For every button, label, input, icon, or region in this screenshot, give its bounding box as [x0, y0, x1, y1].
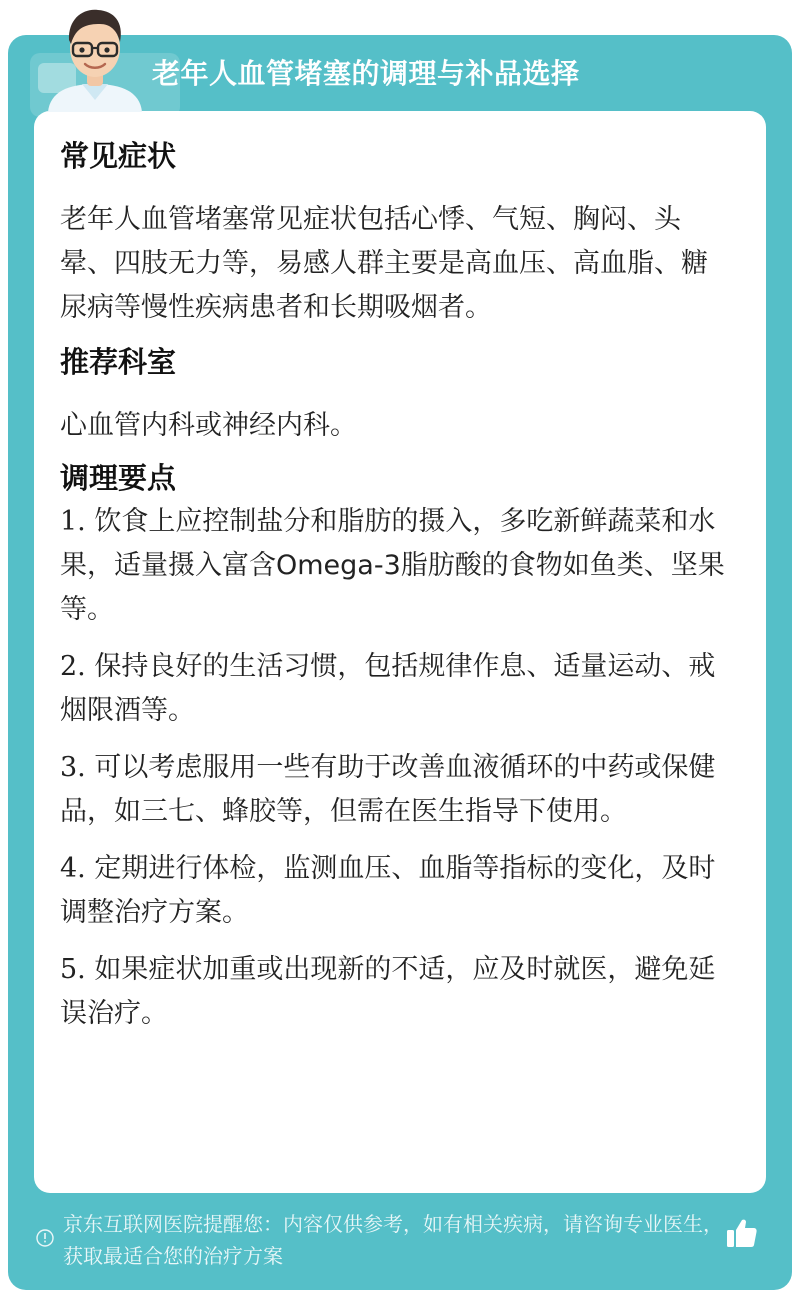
footer-notice-text: 京东互联网医院提醒您：内容仅供参考，如有相关疾病，请咨询专业医生，获取最适合您的治疗方案 — [63, 1212, 723, 1268]
section-title-symptoms: 常见症状 — [60, 139, 177, 173]
page-title: 老年人血管堵塞的调理与补品选择 — [152, 57, 580, 90]
care-item-number: 1. — [60, 506, 86, 537]
symptoms-text: 老年人血管堵塞常见症状包括心悸、气短、胸闷、头晕、四肢无力等，易感人群主要是高血压、高血脂、糖尿病等慢性疾病患者和长期吸烟者。 — [60, 204, 708, 323]
care-item-text: 保持良好的生活习惯，包括规律作息、适量运动、戒烟限酒等。 — [60, 651, 716, 726]
care-item-3 — [60, 746, 725, 834]
care-item-4 — [60, 847, 725, 935]
care-item-number: 5. — [60, 954, 86, 985]
care-item-5 — [60, 948, 725, 1036]
info-icon — [36, 1229, 54, 1247]
care-item-text: 定期进行体检，监测血压、血脂等指标的变化，及时调整治疗方案。 — [60, 853, 716, 928]
thumbs-up-icon[interactable] — [724, 1216, 760, 1252]
care-item-text: 饮食上应控制盐分和脂肪的摄入，多吃新鲜蔬菜和水果，适量摄入富含Omega-3脂肪酸的食物如鱼类、坚果等。 — [60, 506, 725, 625]
doctor-avatar — [40, 0, 150, 112]
care-item-number: 4. — [60, 853, 86, 884]
article-content — [60, 134, 725, 1036]
care-item-2 — [60, 645, 725, 733]
department-text: 心血管内科或神经内科。 — [60, 410, 357, 441]
care-item-1 — [60, 500, 725, 632]
care-item-text: 如果症状加重或出现新的不适，应及时就医，避免延误治疗。 — [60, 954, 716, 1029]
care-item-number: 3. — [60, 752, 86, 783]
footer-notice — [36, 1208, 776, 1278]
section-title-department: 推荐科室 — [60, 345, 177, 379]
care-item-number: 2. — [60, 651, 86, 682]
care-item-text: 可以考虑服用一些有助于改善血液循环的中药或保健品，如三七、蜂胶等，但需在医生指导下使用。 — [60, 752, 716, 827]
section-title-care: 调理要点 — [60, 461, 177, 495]
